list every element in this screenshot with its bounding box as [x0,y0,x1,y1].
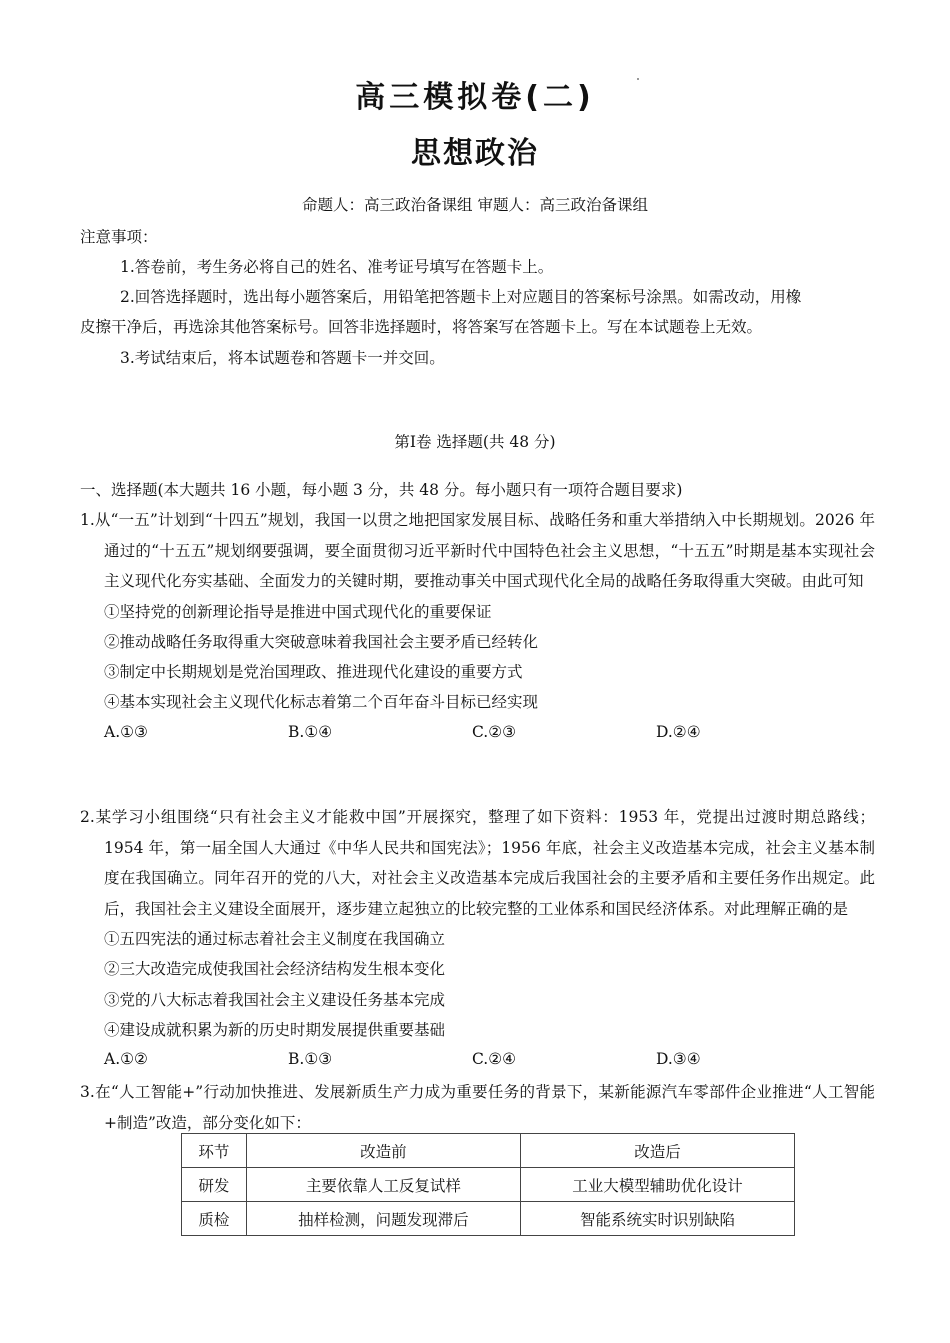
table-cell: 主要依靠人工反复试样 [246,1168,520,1202]
choice-c: C.②③ [472,722,517,741]
table-row [182,1168,795,1202]
question-2 [80,802,875,1073]
notice-item-2-line-1: 2.回答选择题时，选出每小题答案后，用铅笔把答题卡上对应题目的答案标号涂黑。如需改动，用橡 [120,288,802,306]
option-statement: ③党的八大标志着我国社会主义建设任务基本完成 [104,990,446,1009]
option-statement: ②三大改造完成使我国社会经济结构发生根本变化 [104,960,446,979]
notice-item-3: 3.考试结束后，将本试题卷和答题卡一并交回。 [120,349,445,367]
option-statement: ①五四宪法的通过标志着社会主义制度在我国确立 [104,930,446,948]
table-cell: 质检 [182,1202,247,1236]
table-header-row [182,1134,795,1168]
table-cell: 智能系统实时识别缺陷 [520,1202,794,1236]
option-statement: ②推动战略任务取得重大突破意味着我国社会主要矛盾已经转化 [104,632,539,651]
table-header-cell: 改造后 [520,1134,794,1168]
question-3 [80,1077,875,1138]
option-statement: ③制定中长期规划是党治国理政、推进现代化建设的重要方式 [104,663,523,682]
table-cell: 工业大模型辅助优化设计 [520,1168,794,1202]
table-header-cell: 改造前 [246,1134,520,1168]
notice-item-2-line-2: 皮擦干净后，再选涂其他答案标号。回答非选择题时，将答案写在答题卡上。写在本试题卷上无效。 [80,318,763,336]
answer-choices [80,718,875,746]
table-cell: 研发 [182,1168,247,1202]
option-statement: ④基本实现社会主义现代化标志着第二个百年奋斗目标已经实现 [104,693,539,712]
question-1 [80,505,875,746]
option-statement: ①坚持党的创新理论指导是推进中国式现代化的重要保证 [104,602,492,621]
question-stem: 3.在“人工智能+”行动加快推进、发展新质生产力成为重要任务的背景下，某新能源汽车零部件企业推进“人工智能+制造”改造，部分变化如下： [80,1083,875,1132]
choice-d: D.②④ [656,722,701,741]
option-statement: ④建设成就积累为新的历史时期发展提供重要基础 [104,1020,446,1039]
part-heading: 一、选择题(本大题共 16 小题，每小题 3 分，共 48 分。每小题只有一项符合题目要求) [80,481,683,499]
comparison-table [181,1133,795,1236]
table-cell: 抽样检测，问题发现滞后 [246,1202,520,1236]
table-row [182,1202,795,1236]
choice-b: B.①④ [288,722,333,741]
question-stem: 2.某学习小组围绕“只有社会主义才能救中国”开展探究，整理了如下资料：1953 年，党提出过渡时期总路线；1954 年，第一届全国人大通过《中华人民共和国宪法》；1956 年底，社会主义改造基本完成，社会主义基本制度在我国确立。同年召开的党的八大，对社会主义改造基本完成后我国社会的主要矛盾和主要任务作出规定。此后，我国社会主义建设全面展开，逐步建立起独立的比较完整的工业体系和国民经济体系。对此理解正确的是 [80,808,875,918]
notice-heading: 注意事项： [80,228,158,246]
notice-item-1: 1.答卷前，考生务必将自己的姓名、准考证号填写在答题卡上。 [120,258,554,276]
choice-a: A.①③ [104,722,148,741]
choice-a: A.①② [104,1050,148,1069]
choice-c: C.②④ [472,1050,517,1069]
choice-d: D.③④ [656,1050,701,1069]
exam-title: 高三模拟卷(二) [355,80,595,115]
section-title: 第Ⅰ卷 选择题(共 48 分) [394,433,556,451]
subject-title: 思想政治 [411,136,539,171]
table-header-cell: 环节 [182,1134,247,1168]
answer-choices [80,1045,875,1073]
authors-line: 命题人：高三政治备课组 审题人：高三政治备课组 [302,196,648,214]
question-stem: 1.从“一五”计划到“十四五”规划，我国一以贯之地把国家发展目标、战略任务和重大举措纳入中长期规划。2026 年通过的“十五五”规划纲要强调，要全面贯彻习近平新时代中国特色社会主义思想，“十五五”时期是基本实现社会主义现代化夯实基础、全面发力的关键时期，要推动事关中国式现代化全局的战略任务取得重大突破。由此可知 [80,511,875,590]
choice-b: B.①③ [288,1050,333,1069]
